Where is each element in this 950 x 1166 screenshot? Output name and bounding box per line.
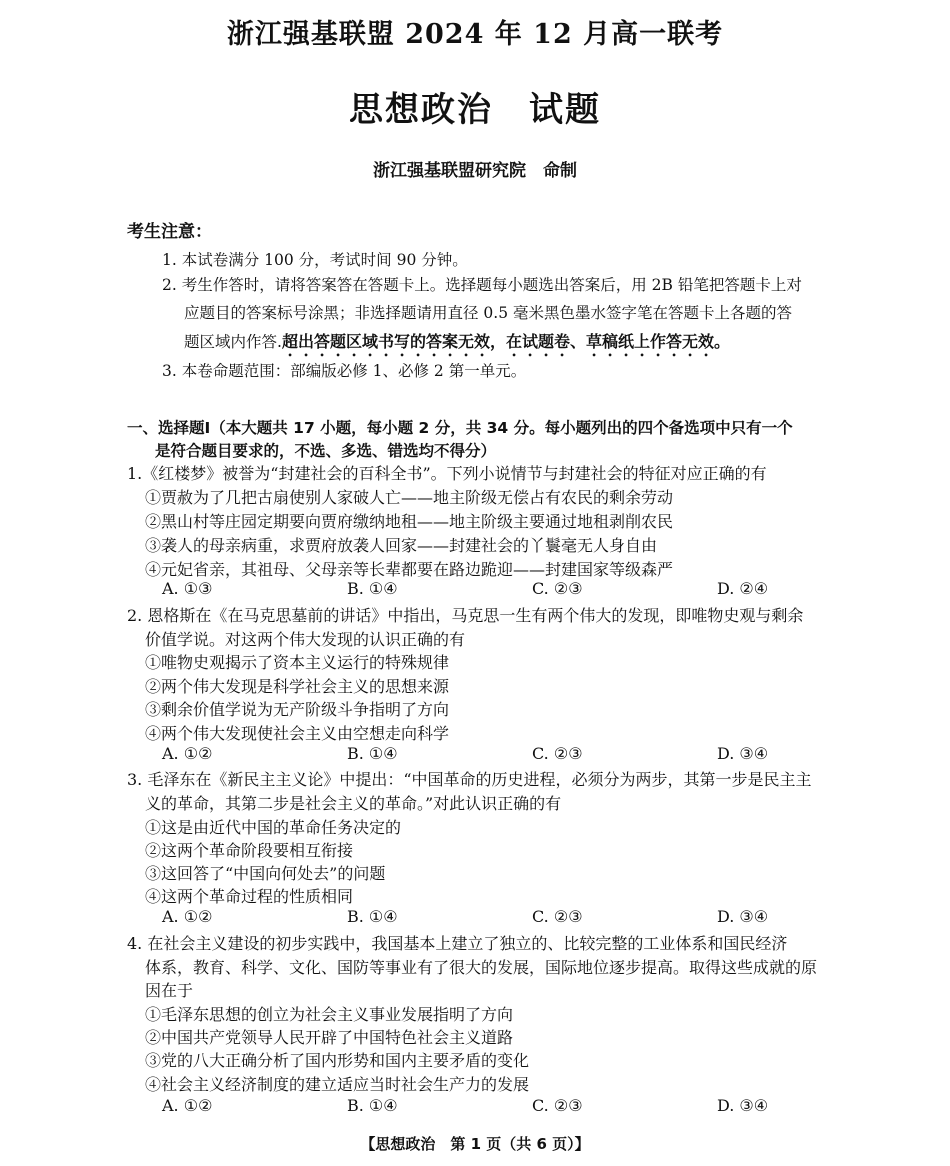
option-c: C. ②③ <box>532 744 583 763</box>
question-stem: 价值学说。对这两个伟大发现的认识正确的有 <box>145 630 466 649</box>
question-item: ②两个伟大发现是科学社会主义的思想来源 <box>145 677 450 696</box>
option-d: D. ③④ <box>717 907 769 926</box>
option-a: A. ①② <box>162 1096 213 1115</box>
option-a: A. ①② <box>162 744 213 763</box>
option-d: D. ②④ <box>717 579 769 598</box>
option-b: B. ①④ <box>347 744 398 763</box>
question-stem: 体系，教育、科学、文化、国防等事业有了很大的发展，国际地位逐步提高。取得这些成就的原 <box>145 958 818 977</box>
question-item: ④元妃省亲，其祖母、父母亲等长辈都要在路边跪迎——封建国家等级森严 <box>145 560 674 579</box>
notice-heading: 考生注意： <box>127 222 212 242</box>
subject-title: 思想政治 试题 <box>349 90 601 130</box>
page-footer: 【思想政治 第 1 页（共 6 页）】 <box>360 1135 590 1153</box>
question-item: ①毛泽东思想的创立为社会主义事业发展指明了方向 <box>145 1005 514 1024</box>
notice-item-2-line-1: 2. 考生作答时，请将答案答在答题卡上。选择题每小题选出答案后，用 2B 铅笔把答题卡上对 <box>162 276 802 294</box>
question-stem: 1.《红楼梦》被誉为“封建社会的百科全书”。下列小说情节与封建社会的特征对应正确的有 <box>127 464 767 483</box>
notice-item-2-line-2: 应题目的答案标号涂黑；非选择题请用直径 0.5 毫米黑色墨水签字笔在答题卡上各题的答 <box>184 304 793 322</box>
section-heading-line-2: 是符合题目要求的，不选、多选、错选均不得分） <box>155 442 497 460</box>
option-d: D. ③④ <box>717 744 769 763</box>
option-a: A. ①② <box>162 907 213 926</box>
notice-item-3: 3. 本卷命题范围：部编版必修 1、必修 2 第一单元。 <box>162 362 527 380</box>
question-stem: 3. 毛泽东在《新民主主义论》中提出：“中国革命的历史进程，必须分为两步，其第一步是民主主 <box>127 770 812 789</box>
question-item: ③袭人的母亲病重，求贾府放袭人回家——封建社会的丫鬟毫无人身自由 <box>145 536 658 555</box>
option-c: C. ②③ <box>532 907 583 926</box>
question-item: ③党的八大正确分析了国内形势和国内主要矛盾的变化 <box>145 1051 530 1070</box>
question-item: ④两个伟大发现使社会主义由空想走向科学 <box>145 724 450 743</box>
option-a: A. ①③ <box>162 579 213 598</box>
section-heading-line-1: 一、选择题Ⅰ（本大题共 17 小题，每小题 2 分，共 34 分。每小题列出的四个备选项中只有一个 <box>127 419 793 437</box>
notice-item-2-text: 题区域内作答. <box>184 333 282 351</box>
notice-item-1: 1. 本试卷满分 100 分，考试时间 90 分钟。 <box>162 251 468 269</box>
question-item: ④这两个革命过程的性质相同 <box>145 887 354 906</box>
option-b: B. ①④ <box>347 579 398 598</box>
option-c: C. ②③ <box>532 1096 583 1115</box>
question-item: ②中国共产党领导人民开辟了中国特色社会主义道路 <box>145 1028 514 1047</box>
question-stem: 2. 恩格斯在《在马克思墓前的讲话》中指出，马克思一生有两个伟大的发现，即唯物史观与剩余 <box>127 606 804 625</box>
question-item: ①这是由近代中国的革命任务决定的 <box>145 818 402 837</box>
question-item: ②这两个革命阶段要相互衔接 <box>145 841 354 860</box>
question-item: ②黑山村等庄园定期要向贾府缴纳地租——地主阶级主要通过地租剥削农民 <box>145 512 674 531</box>
question-stem: 义的革命，其第二步是社会主义的革命。”对此认识正确的有 <box>145 794 562 813</box>
author-line: 浙江强基联盟研究院 命制 <box>373 161 577 181</box>
emphasis-warning: 超出答题区域书写的答案无效，在试题卷、草稿纸上作答无效。 <box>281 332 730 351</box>
option-c: C. ②③ <box>532 579 583 598</box>
option-b: B. ①④ <box>347 907 398 926</box>
option-d: D. ③④ <box>717 1096 769 1115</box>
question-stem: 4. 在社会主义建设的初步实践中，我国基本上建立了独立的、比较完整的工业体系和国民经济 <box>127 934 788 953</box>
question-item: ③这回答了“中国向何处去”的问题 <box>145 864 386 883</box>
question-item: ①贾赦为了几把古扇使别人家破人亡——地主阶级无偿占有农民的剩余劳动 <box>145 488 674 507</box>
question-item: ①唯物史观揭示了资本主义运行的特殊规律 <box>145 653 450 672</box>
question-item: ④社会主义经济制度的建立适应当时社会生产力的发展 <box>145 1075 530 1094</box>
option-b: B. ①④ <box>347 1096 398 1115</box>
exam-title: 浙江强基联盟 2024 年 12 月高一联考 <box>226 19 724 50</box>
question-stem: 因在于 <box>145 981 194 1000</box>
question-item: ③剩余价值学说为无产阶级斗争指明了方向 <box>145 700 450 719</box>
notice-item-2-line-3 <box>184 329 730 360</box>
